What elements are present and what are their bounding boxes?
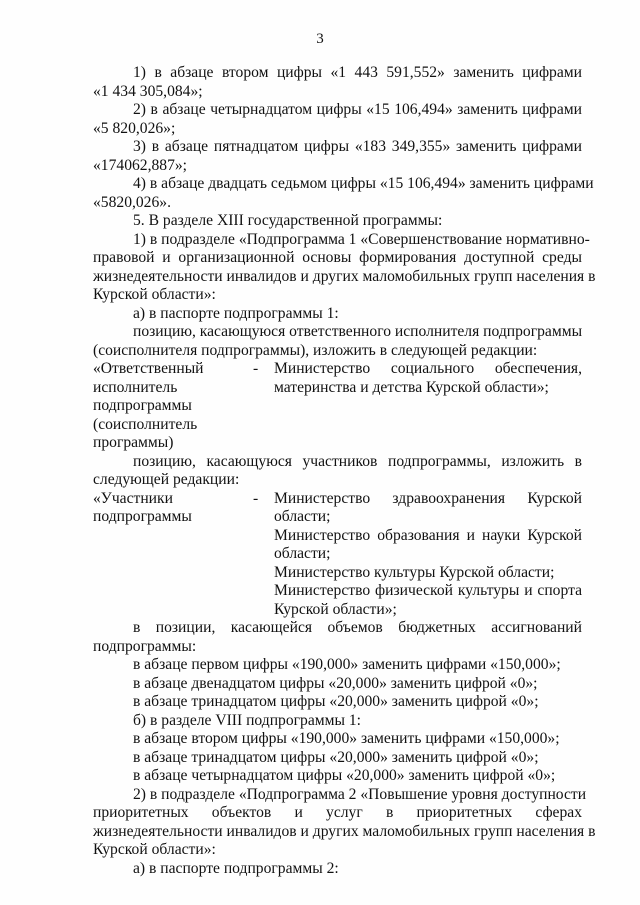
- table-dash: -: [253, 360, 259, 377]
- text-line: жизнедеятельности инвалидов и других маломобильных групп населения в: [93, 267, 596, 285]
- table-left-column: [93, 490, 243, 527]
- text-line: Курской области»:: [93, 286, 216, 303]
- text-line: 5. В разделе XIII государственной программы:: [133, 212, 443, 229]
- participants-table: [93, 490, 582, 620]
- text-line: 1) в подразделе «Подпрограмма 1 «Совершенствование нормативно-: [133, 230, 590, 248]
- table-right-line: материнства и детства Курской области»;: [274, 378, 549, 396]
- page-number: 3: [316, 31, 324, 47]
- table-right-line: области;: [274, 545, 331, 562]
- text-line: правовой и организационной основы формирования доступной среды: [93, 249, 582, 266]
- table-left-line: «Ответственный: [93, 360, 204, 377]
- table-left-line: подпрограммы: [93, 508, 192, 525]
- text-line: следующей редакции:: [93, 471, 240, 488]
- amendment-block-2: [93, 453, 582, 490]
- document-body: [93, 64, 596, 878]
- text-line: подпрограммы:: [93, 637, 197, 655]
- table-left-line: программы): [93, 434, 174, 451]
- text-line: а) в паспорте подпрограммы 2:: [133, 859, 339, 877]
- responsible-executor-table: [93, 360, 582, 453]
- amendment-block-1: [93, 64, 596, 360]
- table-right-column: [274, 360, 582, 397]
- text-line: приоритетных объектов и услуг в приоритетных сферах: [93, 804, 582, 821]
- text-line: а) в паспорте подпрограммы 1:: [133, 304, 339, 322]
- table-right-line: Министерство здравоохранения Курской: [274, 489, 582, 507]
- text-line: позицию, касающуюся участников подпрограммы, изложить в: [133, 452, 582, 470]
- table-right-line: Курской области»;: [274, 600, 397, 618]
- text-line: Курской области»:: [93, 841, 216, 858]
- text-line: 4) в абзаце двадцать седьмом цифры «15 106,494» заменить цифрами: [133, 175, 594, 192]
- text-line: в абзаце первом цифры «190,000» заменить цифрами «150,000»;: [133, 656, 561, 673]
- text-line: «5 820,026»;: [93, 119, 176, 137]
- table-left-line: исполнитель: [93, 378, 178, 396]
- text-line: «5820,026».: [93, 193, 171, 211]
- text-line: (соисполнителя подпрограммы), изложить в следующей редакции:: [93, 341, 538, 359]
- text-line: в позиции, касающейся объемов бюджетных ассигнований: [133, 619, 582, 636]
- text-line: в абзаце двенадцатом цифры «20,000» заменить цифрой «0»;: [133, 674, 538, 692]
- text-line: 2) в подразделе «Подпрограмма 2 «Повышение уровня доступности: [133, 785, 587, 803]
- text-line: позицию, касающуюся ответственного исполнителя подпрограммы: [133, 323, 583, 340]
- table-right-line: Министерство образования и науки Курской: [274, 526, 582, 544]
- table-dash: -: [253, 489, 259, 507]
- table-left-line: «Участники: [93, 489, 173, 507]
- text-line: 2) в абзаце четырнадцатом цифры «15 106,494» заменить цифрами: [133, 101, 582, 118]
- table-right-line: области;: [274, 508, 331, 525]
- amendment-block-3: [93, 619, 596, 878]
- text-line: 1) в абзаце втором цифры «1 443 591,552» заменить цифрами: [133, 64, 582, 81]
- text-line: жизнедеятельности инвалидов и других маломобильных групп населения в: [93, 822, 596, 840]
- table-right-column: [274, 490, 582, 620]
- text-line: б) в разделе VIII подпрограммы 1:: [133, 711, 361, 729]
- table-right-line: Министерство культуры Курской области;: [274, 563, 555, 581]
- table-right-line: Министерство социального обеспечения,: [274, 360, 582, 377]
- table-left-line: (соисполнитель: [93, 415, 198, 433]
- text-line: в абзаце втором цифры «190,000» заменить цифрами «150,000»;: [133, 730, 560, 747]
- text-line: «174062,887»;: [93, 156, 187, 174]
- text-line: в абзаце четырнадцатом цифры «20,000» заменить цифрой «0»;: [133, 767, 556, 784]
- text-line: «1 434 305,084»;: [93, 82, 203, 100]
- table-left-line: подпрограммы: [93, 397, 192, 414]
- table-right-line: Министерство физической культуры и спорта: [274, 582, 582, 599]
- text-line: в абзаце тринадцатом цифры «20,000» заменить цифрой «0»;: [133, 693, 539, 710]
- table-left-column: [93, 360, 243, 453]
- text-line: 3) в абзаце пятнадцатом цифры «183 349,355» заменить цифрами: [133, 138, 582, 155]
- text-line: в абзаце тринадцатом цифры «20,000» заменить цифрой «0»;: [133, 748, 539, 766]
